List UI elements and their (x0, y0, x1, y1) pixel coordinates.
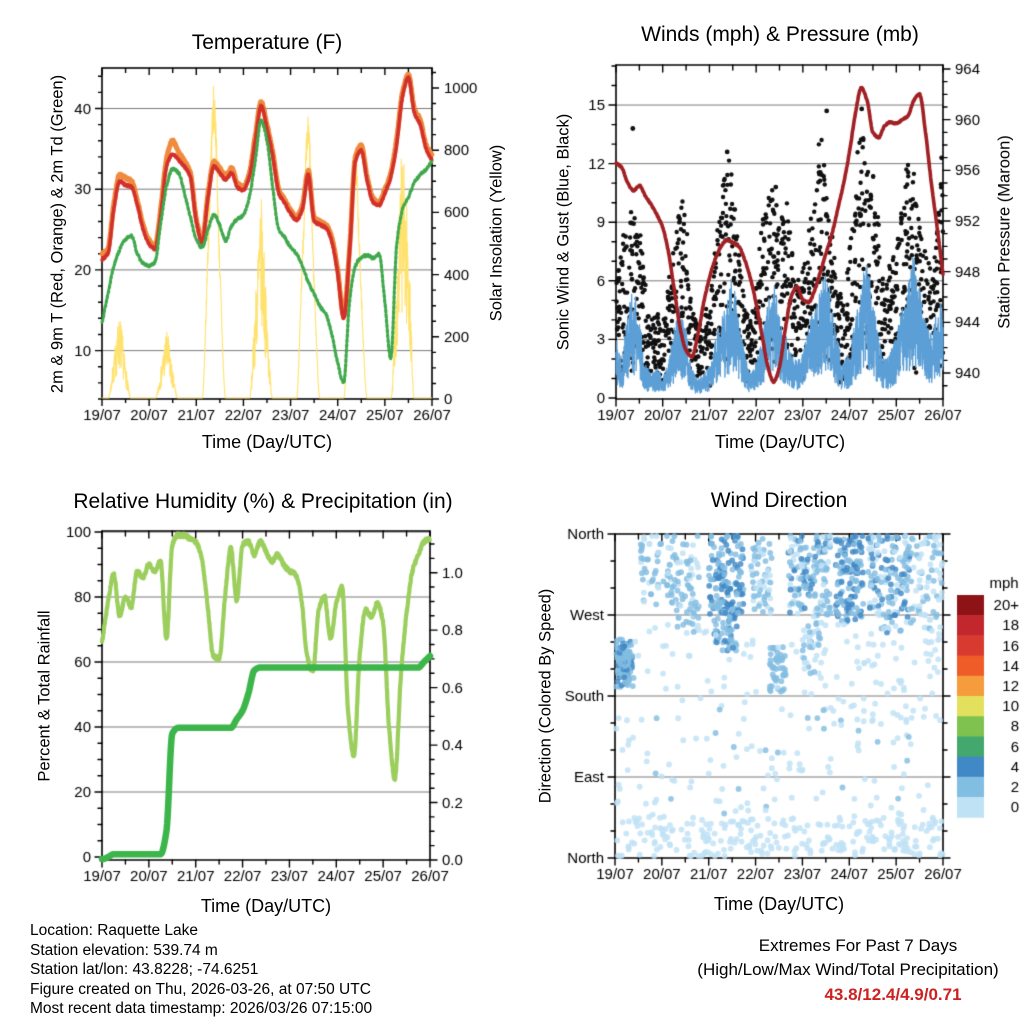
humidity-x-axis-label: Time (Day/UTC) (200, 896, 332, 916)
temperature-panel-title: Temperature (F) (191, 31, 343, 54)
temperature-left-axis-label: 2m & 9m T (Red, Orange) & 2m Td (Green) (48, 74, 67, 394)
extremes-values: 43.8/12.4/4.9/0.71 (824, 985, 962, 1004)
temperature-x-axis-label: Time (Day/UTC) (201, 432, 333, 452)
wind-left-axis-label: Sonic Wind & Gust (Blue, Black) (554, 113, 573, 351)
info-timestamp: Most recent data timestamp: 2026/03/26 07:15:00 (30, 1000, 373, 1017)
station-info-block (30, 921, 372, 1019)
info-location: Location: Raquette Lake (30, 922, 199, 939)
winds-x-axis-label: Time (Day/UTC) (714, 432, 846, 452)
humidity-left-axis-label: Percent & Total Rainfall (35, 610, 54, 782)
info-elevation: Station elevation: 539.74 m (30, 941, 218, 959)
extremes-subtitle: (High/Low/Max Wind/Total Precipitation) (697, 960, 999, 979)
info-latlon: Station lat/lon: 43.8228; -74.6251 (30, 961, 259, 978)
winds-panel-title: Winds (mph) & Pressure (mb) (641, 23, 919, 46)
humidity-panel-title: Relative Humidity (%) & Precipitation (in) (73, 490, 453, 513)
solar-right-axis-label: Solar Insolation (Yellow) (487, 144, 506, 322)
wind-direction-x-axis-label: Time (Day/UTC) (713, 894, 845, 914)
wind-direction-left-axis-label: Direction (Colored By Speed) (536, 588, 555, 804)
extremes-title: Extremes For Past 7 Days (758, 936, 958, 955)
info-created: Figure created on Thu, 2026-03-26, at 07:50 UTC (30, 980, 371, 998)
pressure-right-axis-label: Station Pressure (Maroon) (995, 135, 1014, 329)
wind-direction-panel-title: Wind Direction (710, 489, 848, 512)
